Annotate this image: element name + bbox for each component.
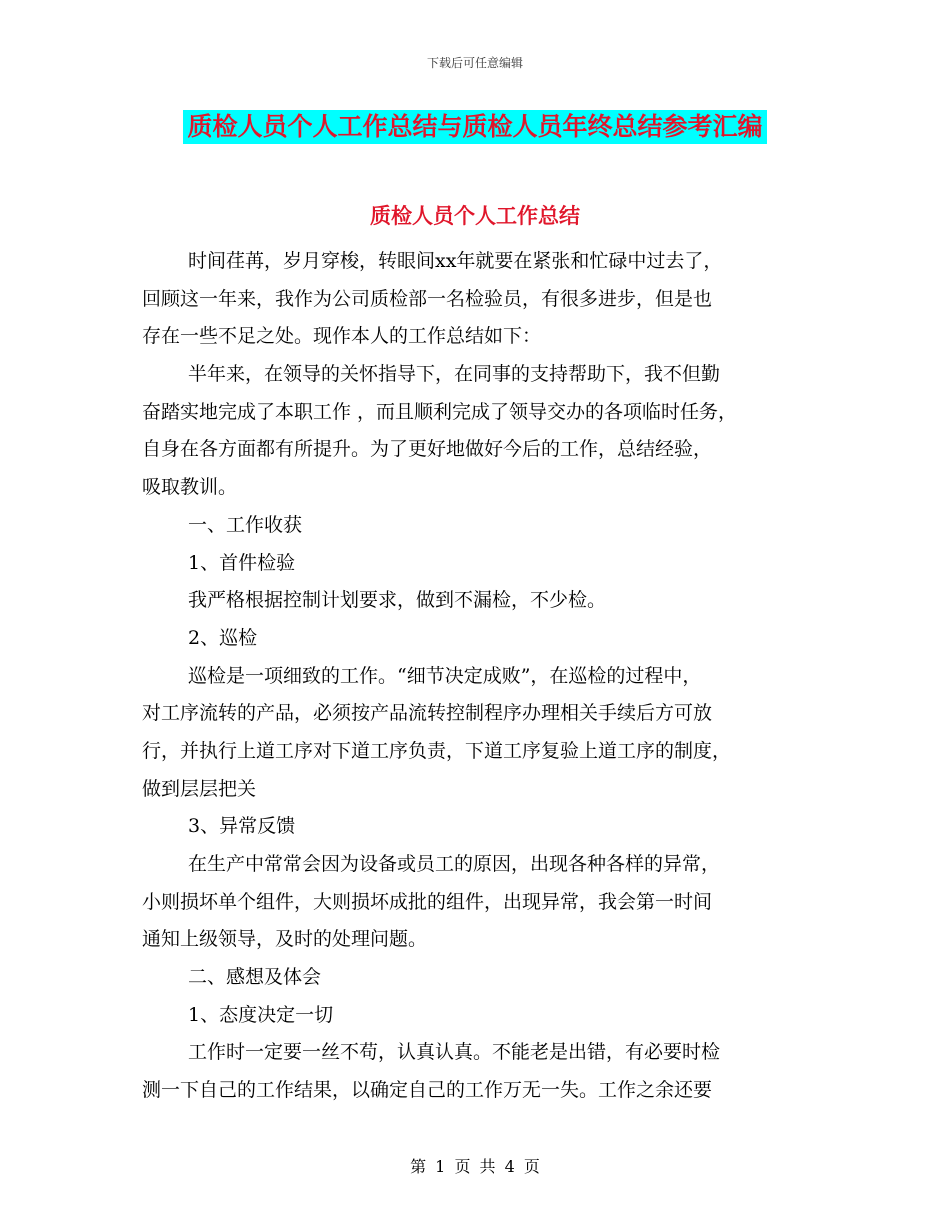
- header-note: 下载后可任意编辑: [426, 56, 523, 70]
- paragraph-line: 小则损坏单个组件，大则损坏成批的组件，出现异常，我会第一时间: [142, 890, 713, 913]
- section-heading: 二、感想及体会: [188, 966, 322, 989]
- document-title: 质检人员个人工作总结与质检人员年终总结参考汇编: [183, 110, 766, 144]
- paragraph-line: 行，并执行上道工序对下道工序负责，下道工序复验上道工序的制度，: [142, 739, 732, 762]
- section-title: 质检人员个人工作总结: [370, 204, 580, 228]
- page-number: 第 1 页 共 4 页: [410, 1157, 540, 1176]
- paragraph-line: 时间荏苒，岁月穿梭，转眼间xx年就要在紧张和忙碌中过去了，: [188, 250, 723, 272]
- main-title-container: [0, 110, 950, 144]
- paragraph-line: 存在一些不足之处。现作本人的工作总结如下：: [142, 325, 542, 348]
- paragraph-line: 对工序流转的产品，必须按产品流转控制程序办理相关手续后方可放: [142, 702, 713, 725]
- paragraph-line: 巡检是一项细致的工作。“细节决定成败”，在巡检的过程中，: [188, 664, 702, 687]
- paragraph-line: 在生产中常常会因为设备或员工的原因，出现各种各样的异常，: [188, 853, 721, 875]
- section-heading: 一、工作收获: [188, 513, 303, 536]
- paragraph-line: 通知上级领导，及时的处理问题。: [142, 928, 428, 951]
- subsection-heading: 3、异常反馈: [188, 815, 296, 838]
- paragraph-line: 测一下自己的工作结果，以确定自己的工作万无一失。工作之余还要: [142, 1079, 713, 1102]
- document-body: [142, 243, 814, 1110]
- paragraph-line: 我严格根据控制计划要求，做到不漏检，不少检。: [188, 589, 607, 612]
- paragraph-line: 奋踏实地完成了本职工作 ，而且顺利完成了领导交办的各项临时任务，: [142, 400, 738, 423]
- paragraph-line: 做到层层把关: [142, 777, 257, 800]
- paragraph-line: 吸取教训。: [142, 476, 238, 499]
- paragraph-line: 回顾这一年来，我作为公司质检部一名检验员，有很多进步，但是也: [142, 287, 713, 310]
- subsection-heading: 1、态度决定一切: [188, 1003, 334, 1026]
- paragraph-line: 自身在各方面都有所提升。为了更好地做好今后的工作，总结经验，: [142, 438, 713, 461]
- subsection-heading: 2、巡检: [188, 626, 258, 649]
- paragraph-line: 半年来，在领导的关怀指导下，在同事的支持帮助下，我不但勤: [188, 363, 721, 386]
- paragraph-line: 工作时一定要一丝不苟，认真认真。不能老是出错，有必要时检: [188, 1041, 721, 1064]
- subsection-heading: 1、首件检验: [188, 551, 296, 574]
